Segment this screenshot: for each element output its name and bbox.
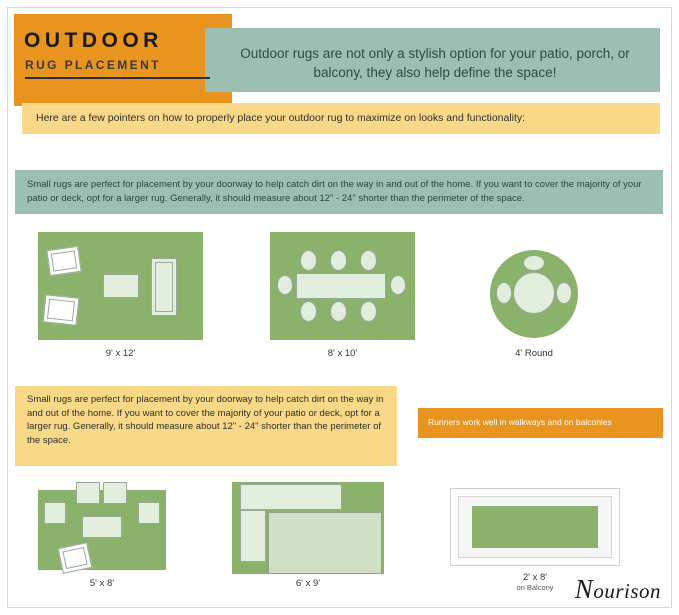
dining-chair-bottom-1	[300, 301, 317, 322]
sofa-5x8-a	[76, 482, 100, 504]
rug-2x8-runner	[472, 506, 598, 548]
dining-chair-bottom-2	[330, 301, 347, 322]
sectional-left	[240, 510, 266, 562]
note-yellow-text: Small rugs are perfect for placement by your doorway to help catch dirt on the way in and out of the home. If you want to cover the majority of your patio or deck, opt for a larger rug. Generally, it should measure about 12" - 24" shorter than the perimeter of the space.	[27, 394, 384, 446]
round-chair-top	[523, 255, 545, 271]
caption-4-round: 4' Round	[515, 348, 553, 359]
caption-5x8: 5' x 8'	[89, 578, 115, 589]
page-title: OUTDOOR	[24, 29, 163, 52]
coffee-table-5x8	[82, 516, 122, 538]
dining-chair-top-3	[360, 250, 377, 271]
note-orange-text: Runners work well in walkways and on balconies	[428, 417, 612, 427]
header-intro-text: Here are a few pointers on how to properly place your outdoor rug to maximize on looks and functionality:	[36, 112, 526, 124]
caption-8x10: 8' x 10'	[327, 348, 358, 359]
dining-chair-left	[277, 275, 293, 295]
note-teal-text: Small rugs are perfect for placement by your doorway to help catch dirt on the way in and out of the home. If you want to cover the majority of your patio or deck, opt for a larger rug. Generally, it should measure about 12" - 24" shorter than the perimeter of the space.	[27, 179, 642, 204]
sectional-rug-area	[268, 512, 382, 574]
chair-2-seat	[47, 299, 75, 322]
dining-table	[296, 273, 386, 299]
caption-6x9: 6' x 9'	[295, 578, 321, 589]
round-table	[513, 272, 555, 314]
sofa-5x8-b	[103, 482, 127, 504]
round-chair-left	[496, 282, 512, 304]
chair-5x8-right	[138, 502, 160, 524]
dining-chair-bottom-3	[360, 301, 377, 322]
chair-5x8-left	[44, 502, 66, 524]
dining-chair-top-1	[300, 250, 317, 271]
header-banner-text: Outdoor rugs are not only a stylish option for your patio, porch, or balcony, they also help define the space!	[240, 46, 630, 80]
brand-logo	[575, 574, 661, 605]
coffee-table-1	[103, 274, 139, 298]
page-subtitle: RUG PLACEMENT	[25, 58, 210, 79]
round-chair-right	[556, 282, 572, 304]
caption-9x12: 9' x 12'	[105, 348, 136, 359]
chair-1-seat	[51, 250, 77, 271]
sectional-top	[240, 484, 342, 510]
sofa-1-cushion	[155, 262, 173, 312]
brand-rest: ourison	[593, 579, 661, 603]
caption-2x8-sub: on Balcony	[516, 583, 554, 592]
dining-chair-right	[390, 275, 406, 295]
caption-2x8: 2' x 8'	[522, 572, 548, 583]
dining-chair-top-2	[330, 250, 347, 271]
brand-initial: N	[574, 574, 594, 604]
